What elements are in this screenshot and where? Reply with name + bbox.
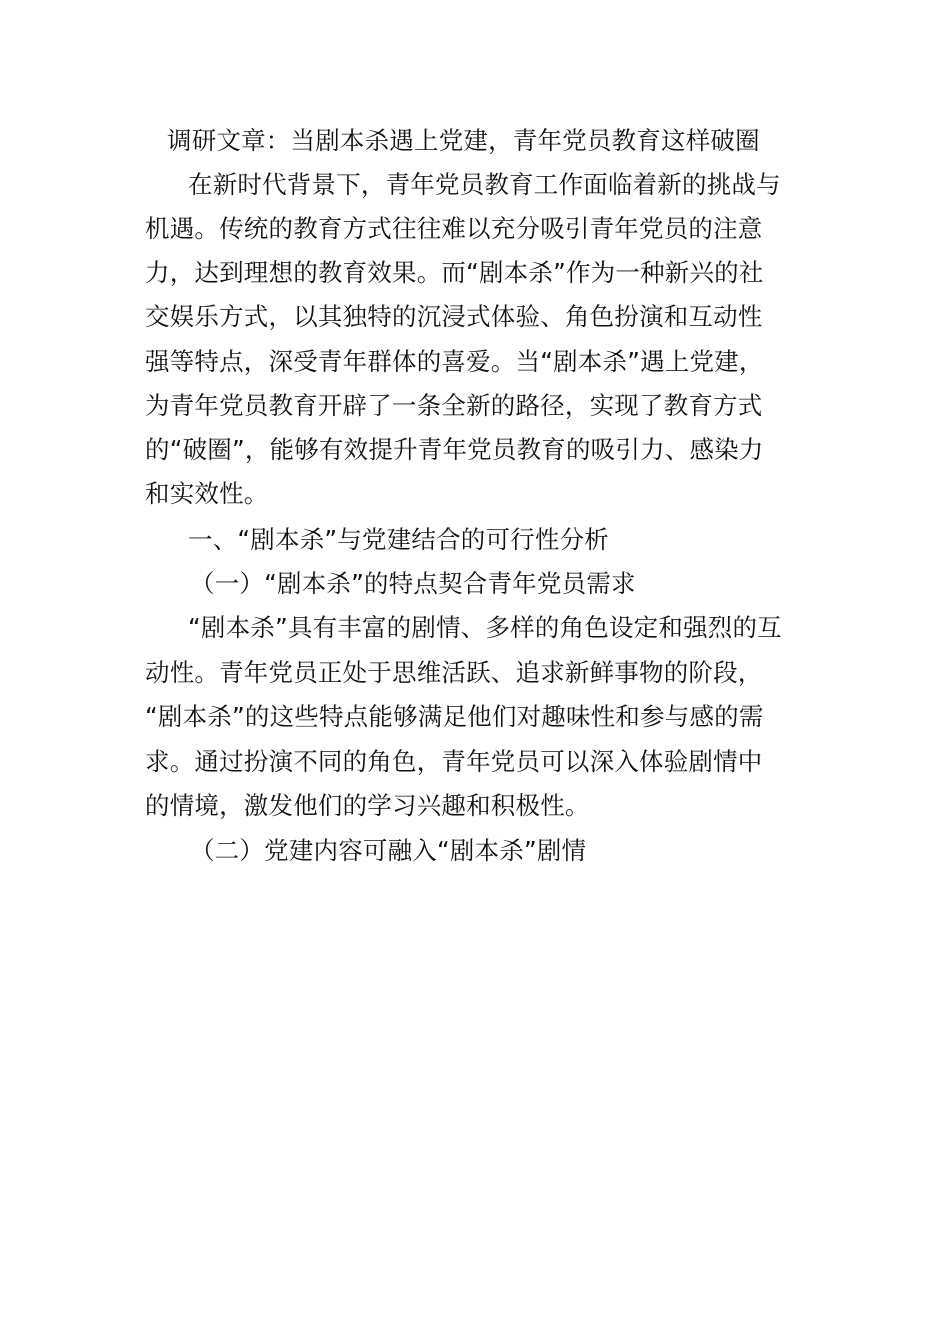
paragraph-line: 为青年党员教育开辟了一条全新的路径，实现了教育方式 bbox=[145, 391, 763, 420]
paragraph-line: 和实效性。 bbox=[145, 479, 269, 508]
paragraph-line: “剧本杀”的这些特点能够满足他们对趣味性和参与感的需 bbox=[145, 702, 764, 731]
paragraph-line: 交娱乐方式，以其独特的沉浸式体验、角色扮演和互动性 bbox=[145, 302, 763, 331]
subsection-heading: （二）党建内容可融入“剧本杀”剧情 bbox=[190, 836, 587, 865]
subsection-heading: （一）“剧本杀”的特点契合青年党员需求 bbox=[190, 569, 636, 598]
paragraph-line: 求。通过扮演不同的角色，青年党员可以深入体验剧情中 bbox=[145, 747, 763, 776]
document-title: 调研文章：当剧本杀遇上党建，青年党员教育这样破圈 bbox=[167, 126, 760, 155]
paragraph-line: 力，达到理想的教育效果。而“剧本杀”作为一种新兴的社 bbox=[145, 258, 764, 287]
paragraph-line: 的情境，激发他们的学习兴趣和积极性。 bbox=[145, 791, 590, 820]
paragraph-line: 强等特点，深受青年群体的喜爱。当“剧本杀”遇上党建， bbox=[145, 347, 764, 376]
paragraph-line: 动性。青年党员正处于思维活跃、追求新鲜事物的阶段， bbox=[145, 658, 763, 687]
paragraph-line: 在新时代背景下，青年党员教育工作面临着新的挑战与 bbox=[188, 170, 781, 199]
section-heading: 一、“剧本杀”与党建结合的可行性分析 bbox=[188, 525, 609, 554]
paragraph-line: 机遇。传统的教育方式往往难以充分吸引青年党员的注意 bbox=[145, 214, 763, 243]
paragraph-line: 的“破圈”，能够有效提升青年党员教育的吸引力、感染力 bbox=[145, 435, 764, 464]
paragraph-line: “剧本杀”具有丰富的剧情、多样的角色设定和强烈的互 bbox=[188, 613, 782, 642]
